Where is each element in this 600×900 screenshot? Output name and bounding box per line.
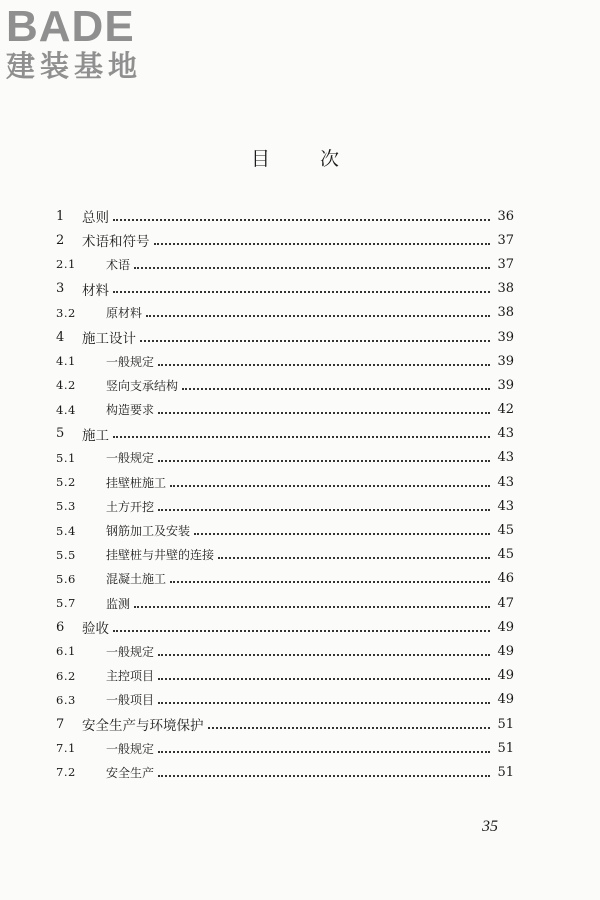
toc-entry-line <box>106 740 514 757</box>
toc-entry[interactable] <box>56 736 514 760</box>
toc-entry[interactable] <box>56 591 514 615</box>
toc-entry[interactable] <box>56 760 514 784</box>
toc-entry-label: 一般规定 <box>106 354 155 369</box>
toc-entry-number: 7.1 <box>56 741 76 756</box>
toc-entry-page: 43 <box>497 498 514 514</box>
dot-leader <box>170 580 490 583</box>
logo-brand: BADE <box>6 2 135 51</box>
dot-leader <box>170 484 490 487</box>
toc-entry-line <box>106 304 514 321</box>
dot-leader <box>158 774 490 777</box>
toc-entry[interactable] <box>56 373 514 397</box>
toc-entry-line <box>106 256 514 273</box>
toc-entry-line <box>106 522 514 539</box>
toc-entry-page: 43 <box>497 474 514 490</box>
toc-entry-label: 挂壁桩与井壁的连接 <box>106 548 215 563</box>
toc-entry-label: 构造要求 <box>106 403 155 418</box>
toc-entry-page: 51 <box>497 740 514 756</box>
toc-entry-number: 3 <box>56 281 65 297</box>
toc-entry-page: 39 <box>497 353 514 369</box>
toc-entry-line <box>106 401 514 418</box>
toc-entry-page: 49 <box>497 619 514 635</box>
toc-entry[interactable] <box>56 398 514 422</box>
toc-entry-number: 4.2 <box>56 378 76 393</box>
dot-leader <box>182 387 490 390</box>
toc-entry-number: 4.1 <box>56 354 76 369</box>
toc-entry-label: 原材料 <box>106 306 143 321</box>
toc-entry-number: 7 <box>56 716 65 732</box>
toc-entry-page: 49 <box>497 643 514 659</box>
toc-entry-line <box>82 617 514 637</box>
toc-entry-number: 5.6 <box>56 571 76 586</box>
dot-leader <box>134 266 490 269</box>
toc-entry[interactable] <box>56 543 514 567</box>
toc-entry-page: 38 <box>497 281 514 297</box>
toc-entry-number: 4.4 <box>56 402 76 417</box>
dot-leader <box>113 435 490 438</box>
dot-leader <box>113 218 490 221</box>
dot-leader <box>146 314 490 317</box>
toc-entry-line <box>82 230 514 250</box>
toc-entry-label: 竖向支承结构 <box>106 378 179 393</box>
toc-entry-label: 术语 <box>106 257 131 272</box>
toc-entry-line <box>106 643 514 660</box>
toc-entry-page: 39 <box>497 377 514 393</box>
toc-entry-label: 术语和符号 <box>82 234 150 251</box>
toc-entry-label: 混凝土施工 <box>106 572 167 587</box>
toc-entry-number: 5.1 <box>56 450 76 465</box>
dot-leader <box>158 508 490 511</box>
toc-entry-page: 42 <box>497 402 514 418</box>
logo-subtitle: 建装基地 <box>6 49 143 83</box>
toc-entry-page: 49 <box>497 668 514 684</box>
toc-entry-line <box>106 691 514 708</box>
toc-entry-label: 挂壁桩施工 <box>106 475 167 490</box>
toc-entry-number: 5.3 <box>56 499 76 514</box>
toc-entry-page: 43 <box>497 426 514 442</box>
toc-entry-page: 45 <box>497 523 514 539</box>
toc-entry-number: 5 <box>56 426 65 442</box>
toc-entry-page: 47 <box>497 595 514 611</box>
dot-leader <box>194 532 490 535</box>
toc-entry[interactable] <box>56 325 514 349</box>
toc-entry-line <box>82 714 514 734</box>
toc-entry[interactable] <box>56 422 514 446</box>
toc-entry-line <box>106 667 514 684</box>
toc-entry-page: 51 <box>497 716 514 732</box>
toc-entry[interactable] <box>56 664 514 688</box>
toc-entry-line <box>106 353 514 370</box>
toc-entry-number: 3.2 <box>56 305 76 320</box>
dot-leader <box>154 242 491 245</box>
dot-leader <box>140 339 490 342</box>
toc-entry-number: 7.2 <box>56 765 76 780</box>
toc-entry-label: 验收 <box>82 621 109 638</box>
toc-entry-number: 2 <box>56 232 65 248</box>
toc-entry-line <box>106 570 514 587</box>
toc-entry-label: 施工设计 <box>82 331 136 348</box>
dot-leader <box>158 701 490 704</box>
dot-leader <box>158 750 490 753</box>
toc-entry[interactable] <box>56 228 514 252</box>
toc-entry-number: 5.2 <box>56 475 76 490</box>
dot-leader <box>158 411 490 414</box>
toc-entry-line <box>106 474 514 491</box>
toc-entry[interactable] <box>56 688 514 712</box>
dot-leader <box>158 459 490 462</box>
dot-leader <box>218 556 490 559</box>
toc-entry-label: 一般项目 <box>106 693 155 708</box>
toc-entry[interactable] <box>56 349 514 373</box>
toc-entry[interactable] <box>56 252 514 276</box>
toc-entry-page: 37 <box>497 232 514 248</box>
toc-entry-number: 5.5 <box>56 547 76 562</box>
toc-entry-line <box>82 327 514 347</box>
toc-entry-page: 39 <box>497 329 514 345</box>
toc-entry-number: 1 <box>56 208 65 224</box>
toc-entry-line <box>106 449 514 466</box>
toc-entry-page: 49 <box>497 692 514 708</box>
toc-entry-page: 45 <box>497 547 514 563</box>
toc-entry-line <box>106 546 514 563</box>
toc-entry[interactable] <box>56 615 514 639</box>
toc-entry[interactable] <box>56 470 514 494</box>
toc-entry-label: 一般规定 <box>106 741 155 756</box>
toc-entry-line <box>106 498 514 515</box>
toc-entry-number: 6.1 <box>56 644 76 659</box>
toc-entry-number: 6 <box>56 619 65 635</box>
toc-entry-page: 36 <box>497 208 514 224</box>
page-number: 35 <box>482 818 498 835</box>
toc-entry-page: 38 <box>497 305 514 321</box>
toc-entry-number: 5.7 <box>56 596 76 611</box>
toc-entry[interactable] <box>56 494 514 518</box>
dot-leader <box>208 726 491 729</box>
toc-entry-label: 材料 <box>82 282 109 299</box>
dot-leader <box>134 605 490 608</box>
toc-entry-number: 2.1 <box>56 257 76 272</box>
dot-leader <box>158 677 490 680</box>
dot-leader <box>113 629 490 632</box>
table-of-contents <box>56 204 514 785</box>
toc-entry[interactable] <box>56 204 514 228</box>
logo <box>6 2 176 83</box>
toc-entry-number: 6.3 <box>56 692 76 707</box>
toc-entry[interactable] <box>56 301 514 325</box>
toc-entry-page: 37 <box>497 256 514 272</box>
toc-entry-page: 43 <box>497 450 514 466</box>
toc-entry-label: 总则 <box>82 210 109 227</box>
toc-entry-line <box>106 377 514 394</box>
toc-entry-label: 施工 <box>82 427 109 444</box>
toc-entry[interactable] <box>56 712 514 736</box>
toc-entry[interactable] <box>56 567 514 591</box>
toc-entry-line <box>82 424 514 444</box>
toc-entry[interactable] <box>56 277 514 301</box>
toc-entry-label: 安全生产 <box>106 765 155 780</box>
toc-entry-page: 46 <box>497 571 514 587</box>
toc-entry-label: 主控项目 <box>106 669 155 684</box>
toc-entry-line <box>82 206 514 226</box>
toc-entry-line <box>106 595 514 612</box>
toc-entry-label: 一般规定 <box>106 451 155 466</box>
toc-entry-line <box>106 764 514 781</box>
toc-entry-label: 土方开挖 <box>106 499 155 514</box>
dot-leader <box>158 653 490 656</box>
dot-leader <box>113 290 490 293</box>
toc-entry-number: 5.4 <box>56 523 76 538</box>
toc-entry-label: 一般规定 <box>106 644 155 659</box>
toc-entry-number: 6.2 <box>56 668 76 683</box>
toc-entry-label: 钢筋加工及安装 <box>106 524 191 539</box>
page-title: 目次 <box>250 148 389 170</box>
toc-entry[interactable] <box>56 518 514 542</box>
toc-entry-label: 安全生产与环境保护 <box>82 718 204 735</box>
toc-entry-line <box>82 279 514 299</box>
toc-entry[interactable] <box>56 446 514 470</box>
toc-entry-page: 51 <box>497 764 514 780</box>
toc-entry-number: 4 <box>56 329 65 345</box>
toc-entry[interactable] <box>56 639 514 663</box>
toc-entry-label: 监测 <box>106 596 131 611</box>
dot-leader <box>158 363 490 366</box>
